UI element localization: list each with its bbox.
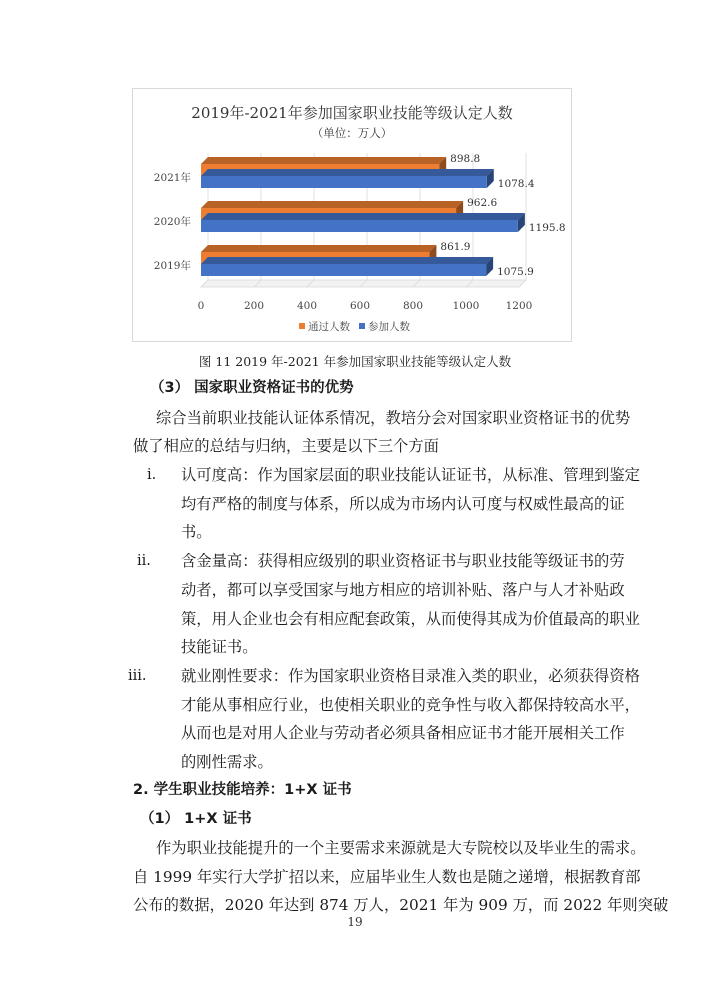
bar	[201, 176, 487, 188]
category-label: 2021年	[153, 172, 191, 184]
list-item-line: 均有严格的制度与体系，所以成为市场内认可度与权威性最高的证	[181, 495, 625, 513]
list-item-line: 从而也是对用人企业与劳动者必须具备相应证书才能开展相关工作	[181, 724, 625, 742]
data-label: 1195.8	[528, 222, 566, 234]
legend-label: 通过人数	[308, 321, 350, 333]
chart-container	[132, 88, 572, 342]
chart-title: 2019年-2021年参加国家职业技能等级认定人数	[191, 104, 513, 122]
data-label: 898.8	[450, 153, 481, 165]
list-item-line: 的刚性需求。	[181, 753, 273, 771]
figure-caption: 图 11 2019 年-2021 年参加国家职业技能等级认定人数	[198, 354, 512, 369]
bar-top-face	[201, 157, 446, 164]
legend-label: 参加人数	[368, 321, 410, 333]
x-tick-label: 600	[349, 300, 371, 312]
list-item-line: 就业刚性要求：作为国家职业资格目录准入类的职业，必须获得资格	[181, 667, 640, 685]
list-item-line: 动者，都可以享受国家与地方相应的培训补贴、落户与人才补贴政	[181, 581, 625, 599]
subsection-heading: （1） 1+X 证书	[140, 811, 252, 827]
data-label: 1078.4	[497, 178, 535, 190]
chart-subtitle: （单位：万人）	[311, 126, 393, 140]
x-tick-label: 0	[197, 300, 205, 312]
category-label: 2019年	[153, 260, 191, 272]
page-number: 19	[347, 915, 363, 929]
list-item-line: 含金量高：获得相应级别的职业资格证书与职业技能等级证书的劳	[181, 552, 625, 570]
bar-top-face	[201, 213, 525, 220]
list-marker: ii.	[137, 553, 151, 569]
data-label: 962.6	[467, 197, 498, 209]
paragraph-line: 做了相应的总结与归纳，主要是以下三个方面	[133, 437, 439, 455]
list-item-line: 策，用人企业也会有相应配套政策，从而使得其成为价值最高的职业	[181, 610, 640, 628]
paragraph-line: 公布的数据，2020 年达到 874 万人，2021 年为 909 万，而 2022 年则突破	[133, 896, 669, 914]
x-tick-label: 1200	[505, 300, 533, 312]
bar-chart	[133, 89, 571, 341]
x-tick-label: 1000	[452, 300, 480, 312]
section-heading: 2. 学生职业技能培养：1+X 证书	[133, 782, 352, 798]
list-marker: i.	[147, 467, 157, 483]
bar	[201, 220, 518, 232]
bar-top-face	[201, 257, 493, 264]
paragraph-line: 作为职业技能提升的一个主要需求来源就是大专院校以及毕业生的需求。	[156, 839, 646, 857]
paragraph-line: 综合当前职业技能认证体系情况，教培分会对国家职业资格证书的优势	[156, 409, 631, 427]
paragraph-line: 自 1999 年实行大学扩招以来，应届毕业生人数也是随之递增，根据教育部	[133, 868, 641, 886]
category-label: 2020年	[153, 216, 191, 228]
legend-swatch	[299, 323, 305, 329]
bar-top-face	[201, 169, 494, 176]
list-marker: iii.	[128, 668, 147, 684]
data-label: 1075.9	[497, 266, 534, 278]
list-item-line: 认可度高：作为国家层面的职业技能认证证书，从标准、管理到鉴定	[181, 466, 640, 484]
bar	[201, 264, 486, 276]
list-item-line: 才能从事相应行业，也使相关职业的竞争性与收入都保持较高水平，	[181, 696, 640, 714]
x-tick-label: 400	[296, 300, 318, 312]
list-item-line: 书。	[181, 523, 212, 541]
x-tick-label: 800	[402, 300, 424, 312]
data-label: 861.9	[440, 241, 471, 253]
section-heading: （3） 国家职业资格证书的优势	[150, 380, 354, 396]
x-tick-label: 200	[243, 300, 265, 312]
list-item-line: 技能证书。	[181, 638, 258, 656]
legend-swatch	[359, 323, 365, 329]
bar-top-face	[201, 245, 436, 252]
bar-top-face	[201, 201, 463, 208]
